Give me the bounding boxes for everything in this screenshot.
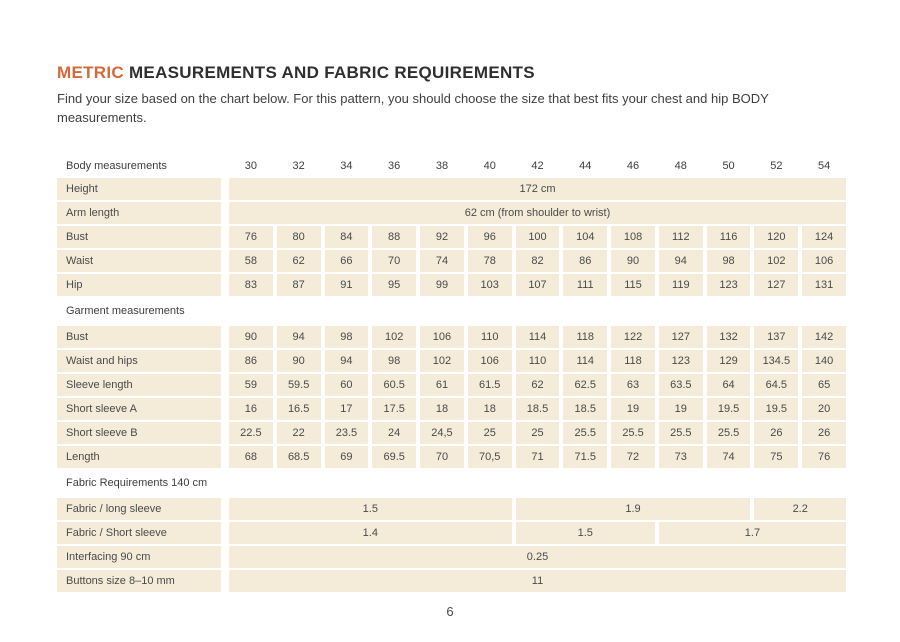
value-cell: 72 bbox=[611, 446, 655, 468]
value-cell: 131 bbox=[802, 274, 846, 296]
value-cell: 70,5 bbox=[468, 446, 512, 468]
page-title bbox=[57, 63, 535, 83]
value-cell: 98 bbox=[325, 326, 369, 348]
value-cell: 96 bbox=[468, 226, 512, 248]
size-column-header: 50 bbox=[707, 155, 751, 176]
value-cell: 83 bbox=[229, 274, 273, 296]
value-cell: 86 bbox=[563, 250, 607, 272]
value-cell: 23.5 bbox=[325, 422, 369, 444]
value-cell: 19 bbox=[611, 398, 655, 420]
value-cell: 73 bbox=[659, 446, 703, 468]
value-cell: 61.5 bbox=[468, 374, 512, 396]
value-cell: 65 bbox=[802, 374, 846, 396]
row-label: Length bbox=[57, 446, 225, 468]
size-column-header: 40 bbox=[468, 155, 512, 176]
value-cell: 94 bbox=[277, 326, 321, 348]
value-cell: 76 bbox=[802, 446, 846, 468]
size-column-header: 32 bbox=[277, 155, 321, 176]
value-cell: 104 bbox=[563, 226, 607, 248]
value-cell: 17.5 bbox=[372, 398, 416, 420]
value-cell: 84 bbox=[325, 226, 369, 248]
value-cell: 25 bbox=[468, 422, 512, 444]
value-cell: 124 bbox=[802, 226, 846, 248]
value-cell: 25.5 bbox=[611, 422, 655, 444]
value-cell: 110 bbox=[516, 350, 560, 372]
size-column-header: 52 bbox=[754, 155, 798, 176]
value-cell: 119 bbox=[659, 274, 703, 296]
value-cell: 106 bbox=[802, 250, 846, 272]
value-cell: 95 bbox=[372, 274, 416, 296]
value-cell: 116 bbox=[707, 226, 751, 248]
value-cell: 17 bbox=[325, 398, 369, 420]
value-cell: 134.5 bbox=[754, 350, 798, 372]
value-cell: 18 bbox=[420, 398, 464, 420]
size-column-header: 34 bbox=[325, 155, 369, 176]
value-cell: 78 bbox=[468, 250, 512, 272]
section-header: Garment measurements bbox=[57, 298, 846, 324]
value-cell: 68 bbox=[229, 446, 273, 468]
value-cell: 74 bbox=[420, 250, 464, 272]
value-cell: 127 bbox=[754, 274, 798, 296]
row-label: Fabric / Short sleeve bbox=[57, 522, 225, 544]
value-cell: 87 bbox=[277, 274, 321, 296]
value-cell: 99 bbox=[420, 274, 464, 296]
value-cell: 19 bbox=[659, 398, 703, 420]
value-cell: 98 bbox=[707, 250, 751, 272]
value-cell: 19.5 bbox=[754, 398, 798, 420]
value-cell: 90 bbox=[229, 326, 273, 348]
size-column-header: 42 bbox=[516, 155, 560, 176]
value-cell: 16 bbox=[229, 398, 273, 420]
value-cell: 107 bbox=[516, 274, 560, 296]
value-cell: 62 bbox=[277, 250, 321, 272]
value-cell: 94 bbox=[659, 250, 703, 272]
value-cell: 91 bbox=[325, 274, 369, 296]
value-cell: 71.5 bbox=[563, 446, 607, 468]
value-cell: 69.5 bbox=[372, 446, 416, 468]
row-label: Short sleeve A bbox=[57, 398, 225, 420]
value-cell: 120 bbox=[754, 226, 798, 248]
page-title-highlight: METRIC bbox=[57, 63, 124, 82]
page-number: 6 bbox=[446, 604, 454, 619]
row-label: Sleeve length bbox=[57, 374, 225, 396]
value-cell: 25 bbox=[516, 422, 560, 444]
row-label: Waist bbox=[57, 250, 225, 272]
value-cell: 62 bbox=[516, 374, 560, 396]
value-cell: 1.9 bbox=[516, 498, 751, 520]
value-cell: 106 bbox=[468, 350, 512, 372]
value-cell: 70 bbox=[420, 446, 464, 468]
value-cell: 16.5 bbox=[277, 398, 321, 420]
value-cell: 19.5 bbox=[707, 398, 751, 420]
value-cell: 142 bbox=[802, 326, 846, 348]
row-label: Arm length bbox=[57, 202, 225, 224]
value-cell: 60.5 bbox=[372, 374, 416, 396]
value-cell: 68.5 bbox=[277, 446, 321, 468]
value-cell: 102 bbox=[420, 350, 464, 372]
value-cell: 20 bbox=[802, 398, 846, 420]
value-cell: 82 bbox=[516, 250, 560, 272]
value-cell: 11 bbox=[229, 570, 846, 592]
page-subtitle: Find your size based on the chart below. For this pattern, you should choose the size that best fits your chest and hip BODY measurements. bbox=[57, 91, 769, 125]
value-cell: 18.5 bbox=[516, 398, 560, 420]
row-label: Bust bbox=[57, 226, 225, 248]
size-column-header: 30 bbox=[229, 155, 273, 176]
value-cell: 76 bbox=[229, 226, 273, 248]
value-cell: 62 cm (from shoulder to wrist) bbox=[229, 202, 846, 224]
value-cell: 1.5 bbox=[229, 498, 512, 520]
value-cell: 102 bbox=[754, 250, 798, 272]
value-cell: 100 bbox=[516, 226, 560, 248]
value-cell: 71 bbox=[516, 446, 560, 468]
row-label: Interfacing 90 cm bbox=[57, 546, 225, 568]
value-cell: 92 bbox=[420, 226, 464, 248]
value-cell: 25.5 bbox=[563, 422, 607, 444]
value-cell: 86 bbox=[229, 350, 273, 372]
value-cell: 25.5 bbox=[659, 422, 703, 444]
value-cell: 69 bbox=[325, 446, 369, 468]
value-cell: 110 bbox=[468, 326, 512, 348]
value-cell: 98 bbox=[372, 350, 416, 372]
value-cell: 22.5 bbox=[229, 422, 273, 444]
value-cell: 114 bbox=[563, 350, 607, 372]
value-cell: 118 bbox=[563, 326, 607, 348]
value-cell: 118 bbox=[611, 350, 655, 372]
value-cell: 64.5 bbox=[754, 374, 798, 396]
value-cell: 26 bbox=[802, 422, 846, 444]
value-cell: 24,5 bbox=[420, 422, 464, 444]
table-header-label: Body measurements bbox=[57, 155, 225, 176]
value-cell: 22 bbox=[277, 422, 321, 444]
value-cell: 111 bbox=[563, 274, 607, 296]
value-cell: 63 bbox=[611, 374, 655, 396]
size-column-header: 38 bbox=[420, 155, 464, 176]
section-header: Fabric Requirements 140 cm bbox=[57, 470, 846, 496]
value-cell: 102 bbox=[372, 326, 416, 348]
size-column-header: 44 bbox=[563, 155, 607, 176]
value-cell: 25.5 bbox=[707, 422, 751, 444]
value-cell: 1.5 bbox=[516, 522, 655, 544]
value-cell: 103 bbox=[468, 274, 512, 296]
value-cell: 26 bbox=[754, 422, 798, 444]
value-cell: 137 bbox=[754, 326, 798, 348]
value-cell: 62.5 bbox=[563, 374, 607, 396]
value-cell: 61 bbox=[420, 374, 464, 396]
size-column-header: 54 bbox=[802, 155, 846, 176]
value-cell: 58 bbox=[229, 250, 273, 272]
value-cell: 59.5 bbox=[277, 374, 321, 396]
value-cell: 1.4 bbox=[229, 522, 512, 544]
row-label: Fabric / long sleeve bbox=[57, 498, 225, 520]
value-cell: 70 bbox=[372, 250, 416, 272]
size-column-header: 48 bbox=[659, 155, 703, 176]
value-cell: 90 bbox=[611, 250, 655, 272]
value-cell: 90 bbox=[277, 350, 321, 372]
value-cell: 60 bbox=[325, 374, 369, 396]
value-cell: 132 bbox=[707, 326, 751, 348]
value-cell: 66 bbox=[325, 250, 369, 272]
row-label: Buttons size 8–10 mm bbox=[57, 570, 225, 592]
value-cell: 129 bbox=[707, 350, 751, 372]
value-cell: 18.5 bbox=[563, 398, 607, 420]
value-cell: 0.25 bbox=[229, 546, 846, 568]
row-label: Hip bbox=[57, 274, 225, 296]
value-cell: 123 bbox=[707, 274, 751, 296]
value-cell: 24 bbox=[372, 422, 416, 444]
value-cell: 108 bbox=[611, 226, 655, 248]
value-cell: 63.5 bbox=[659, 374, 703, 396]
value-cell: 18 bbox=[468, 398, 512, 420]
value-cell: 112 bbox=[659, 226, 703, 248]
value-cell: 64 bbox=[707, 374, 751, 396]
value-cell: 127 bbox=[659, 326, 703, 348]
size-column-header: 46 bbox=[611, 155, 655, 176]
value-cell: 115 bbox=[611, 274, 655, 296]
value-cell: 1.7 bbox=[659, 522, 846, 544]
value-cell: 106 bbox=[420, 326, 464, 348]
value-cell: 74 bbox=[707, 446, 751, 468]
page-title-rest: MEASUREMENTS AND FABRIC REQUIREMENTS bbox=[128, 63, 535, 82]
row-label: Short sleeve B bbox=[57, 422, 225, 444]
row-label: Waist and hips bbox=[57, 350, 225, 372]
value-cell: 140 bbox=[802, 350, 846, 372]
value-cell: 114 bbox=[516, 326, 560, 348]
row-label: Height bbox=[57, 178, 225, 200]
measurement-table bbox=[57, 155, 846, 592]
value-cell: 172 cm bbox=[229, 178, 846, 200]
value-cell: 59 bbox=[229, 374, 273, 396]
row-label: Bust bbox=[57, 326, 225, 348]
value-cell: 94 bbox=[325, 350, 369, 372]
value-cell: 2.2 bbox=[754, 498, 846, 520]
value-cell: 88 bbox=[372, 226, 416, 248]
value-cell: 80 bbox=[277, 226, 321, 248]
value-cell: 123 bbox=[659, 350, 703, 372]
size-column-header: 36 bbox=[372, 155, 416, 176]
value-cell: 122 bbox=[611, 326, 655, 348]
value-cell: 75 bbox=[754, 446, 798, 468]
